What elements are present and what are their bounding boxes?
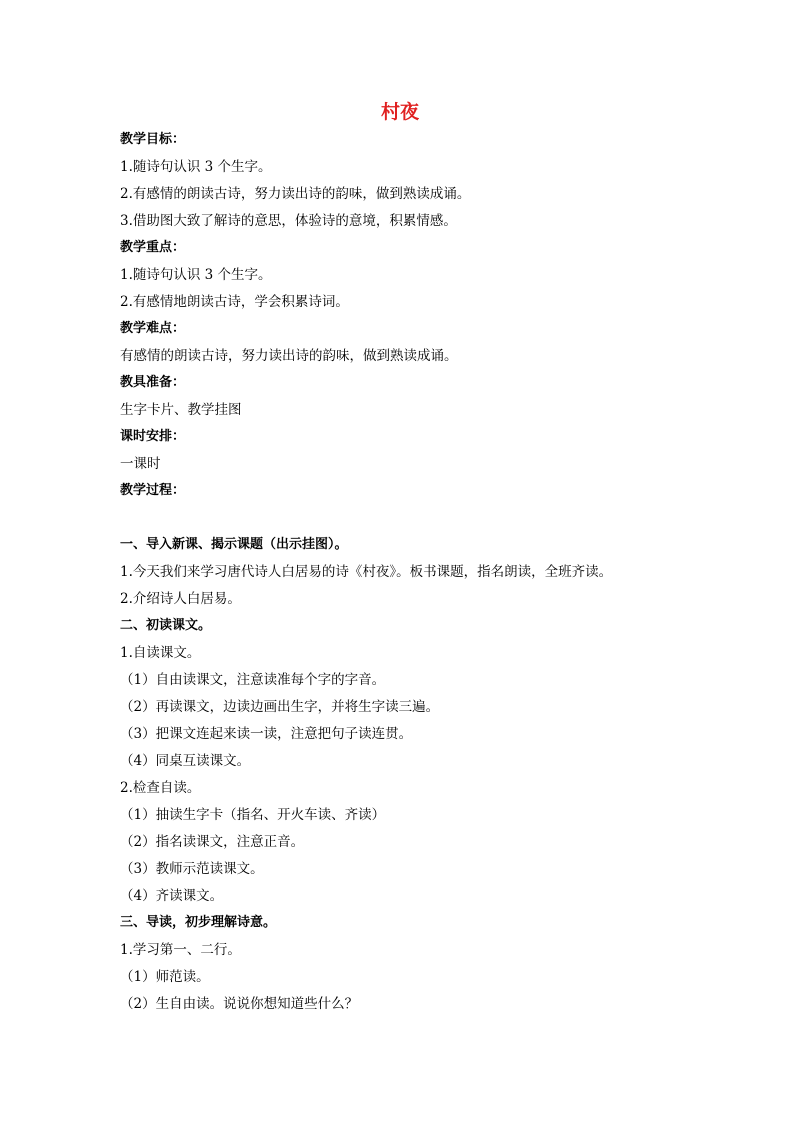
text-line: （1）师范读。 — [120, 969, 210, 985]
text-line: 1.今天我们来学习唐代诗人白居易的诗《村夜》。板书课题，指名朗读，全班齐读。 — [120, 564, 613, 580]
heading-schedule: 课时安排： — [120, 429, 186, 444]
text-line: 1.随诗句认识 3 个生字。 — [120, 267, 272, 283]
section-heading-2: 二、初读课文。 — [120, 618, 212, 633]
text-line: 一课时 — [120, 456, 161, 472]
text-line: （3）教师示范读课文。 — [120, 861, 264, 877]
heading-key-points: 教学重点： — [120, 240, 186, 255]
text-line: 3.借助图大致了解诗的意思，体验诗的意境，积累情感。 — [120, 213, 457, 229]
text-line: （1）自由读课文，注意读准每个字的字音。 — [120, 672, 386, 688]
text-line: （2）再读课文，边读边画出生字，并将生字读三遍。 — [120, 699, 440, 715]
text-line: （2）生自由读。说说你想知道些什么？ — [120, 996, 359, 1012]
text-line: 1.随诗句认识 3 个生字。 — [120, 159, 272, 175]
section-heading-1: 一、导入新课、揭示课题（出示挂图）。 — [120, 537, 348, 552]
text-line: 1.学习第一、二行。 — [120, 942, 241, 958]
heading-teaching-goals: 教学目标： — [120, 132, 186, 147]
text-line: 1.自读课文。 — [120, 645, 201, 661]
text-line: （3）把课文连起来读一读，注意把句子读连贯。 — [120, 726, 413, 742]
heading-process: 教学过程： — [120, 483, 186, 498]
text-line: 生字卡片、教学挂图 — [120, 402, 242, 418]
document-title: 村夜 — [380, 101, 419, 123]
text-line: （2）指名读课文，注意正音。 — [120, 834, 305, 850]
text-line: 2.检查自读。 — [120, 780, 201, 796]
text-line: 2.介绍诗人白居易。 — [120, 591, 241, 607]
section-heading-3: 三、导读，初步理解诗意。 — [120, 915, 277, 930]
text-line: （1）抽读生字卡（指名、开火车读、齐读） — [120, 807, 386, 823]
text-line: （4）同桌互读课文。 — [120, 753, 251, 769]
text-line: （4）齐读课文。 — [120, 888, 224, 904]
text-line: 2.有感情地朗读古诗，学会积累诗词。 — [120, 294, 349, 310]
text-line: 有感情的朗读古诗，努力读出诗的韵味，做到熟读成诵。 — [120, 348, 458, 364]
heading-difficulties: 教学难点： — [120, 321, 186, 336]
text-line: 2.有感情的朗读古诗，努力读出诗的韵味，做到熟读成诵。 — [120, 186, 471, 202]
heading-materials: 教具准备： — [120, 375, 186, 390]
